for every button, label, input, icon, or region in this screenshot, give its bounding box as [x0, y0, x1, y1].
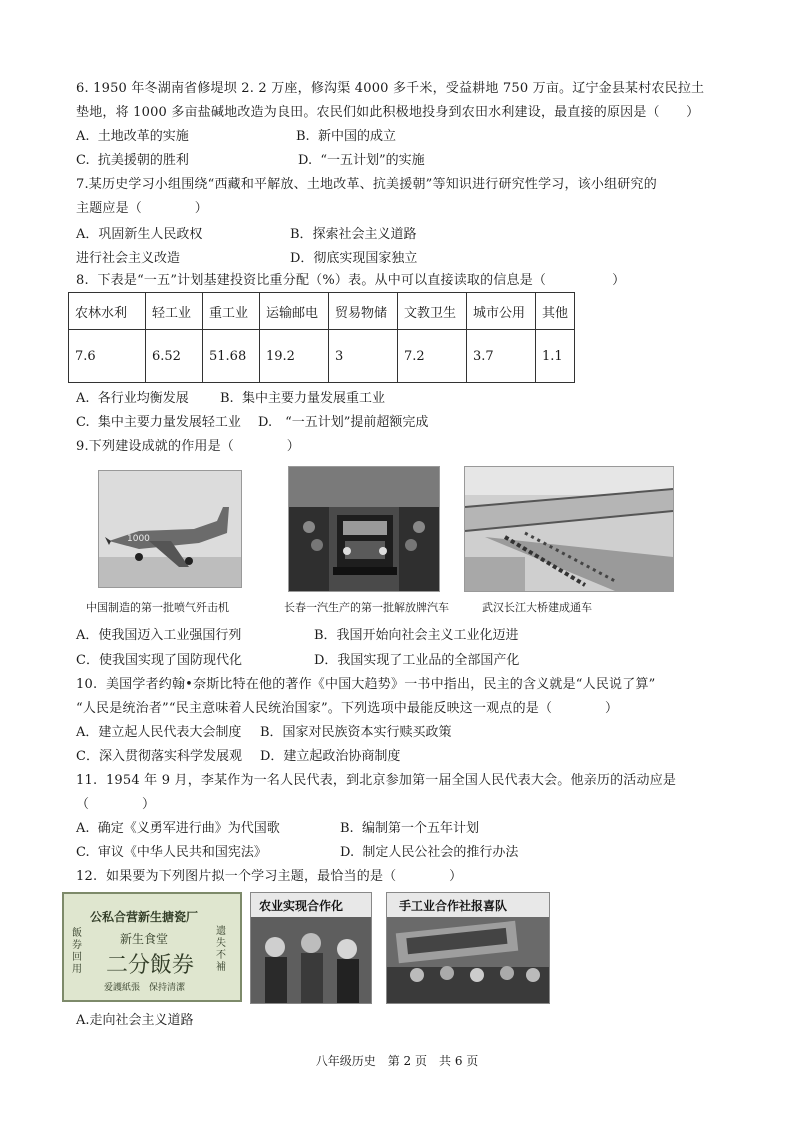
table-cell: 7.6	[69, 330, 146, 383]
ticket-title: 公私合营新生搪瓷厂	[90, 910, 199, 924]
q7-option-b: B．探索社会主义道路	[290, 227, 417, 242]
page-footer: 八年级历史 第 2 页 共 6 页	[315, 1054, 479, 1068]
handicraft-cooperative-photo	[387, 917, 549, 1003]
q8-option-d: D. “一五计划”提前超额完成	[258, 415, 429, 430]
table-row	[69, 330, 575, 383]
table-cell: 1.1	[536, 330, 575, 383]
truck-caption: 长春一汽生产的第一批解放牌汽车	[284, 601, 449, 614]
ticket-subtitle: 新生食堂	[120, 932, 169, 946]
q8-option-b: B. 集中主要力量发展重工业	[220, 391, 385, 406]
ticket-right-text: 遗失不補	[216, 926, 226, 973]
q9-option-b: B．我国开始向社会主义工业化迈进	[314, 628, 519, 643]
q6-option-b: B. 新中国的成立	[296, 129, 396, 144]
q7-option-c: 进行社会主义改造	[76, 251, 181, 266]
table-cell: 3	[329, 330, 398, 383]
table-header-cell: 城市公用	[467, 293, 536, 330]
ticket-bottom-text: 爱護紙張 保持清潔	[104, 983, 186, 993]
agriculture-cooperative-image	[250, 892, 372, 1004]
bridge-caption: 武汉长江大桥建成通车	[482, 601, 592, 614]
handicraft-cooperative-title: 手工业合作社报喜队	[399, 899, 508, 913]
table-cell: 3.7	[467, 330, 536, 383]
table-cell: 7.2	[398, 330, 467, 383]
q10-stem-line2: “人民是统治者”“民主意味着人民统治国家”。下列选项中最能反映这一观点的是（ ）	[76, 701, 619, 716]
table-header-row	[69, 293, 575, 330]
q8-stem: 8. 下表是“一五”计划基建投资比重分配（%）表。从中可以直接读取的信息是（ ）	[76, 273, 626, 288]
q10-option-b: B．国家对民族资本实行赎买政策	[260, 725, 452, 740]
table-header-cell: 文教卫生	[398, 293, 467, 330]
bridge-image	[465, 467, 673, 591]
table-header-cell: 重工业	[203, 293, 260, 330]
handicraft-cooperative-image	[386, 892, 550, 1004]
q10-option-a: A．建立起人民代表大会制度	[76, 725, 242, 740]
table-header-cell: 运输邮电	[260, 293, 329, 330]
bridge-photo	[464, 466, 674, 592]
table-cell: 19.2	[260, 330, 329, 383]
q6-stem-line2: 垫地，将 1000 多亩盐碱地改造为良田。农民们如此积极地投身到农田水利建设，最直接的原因是（ ）	[76, 105, 700, 120]
q10-option-c: C．深入贯彻落实科学发展观	[76, 749, 242, 764]
q6-stem-line1: 6. 1950 年冬湖南省修堤坝 2. 2 万座，修沟渠 4000 多千米，受益耕地 750 万亩。辽宁金县某村农民拉土	[76, 81, 705, 96]
investment-table	[68, 292, 575, 383]
jet-fighter-image	[99, 471, 241, 587]
table-header-cell: 轻工业	[146, 293, 203, 330]
jet-fighter-caption: 中国制造的第一批喷气歼击机	[86, 601, 229, 614]
table-header-cell: 其他	[536, 293, 575, 330]
q7-option-a: A．巩固新生人民政权	[76, 227, 203, 242]
q11-option-b: B. 编制第一个五年计划	[340, 821, 479, 836]
q7-option-d: D．彻底实现国家独立	[290, 251, 418, 266]
q8-option-c: C. 集中主要力量发展轻工业	[76, 415, 241, 430]
ticket-left-text: 飯券 回用	[72, 928, 82, 975]
q9-option-d: D．我国实现了工业品的全部国产化	[314, 653, 520, 668]
table-header-cell: 农林水利	[69, 293, 146, 330]
agriculture-cooperative-photo	[251, 917, 371, 1003]
q11-option-a: A. 确定《义勇军进行曲》为代国歌	[76, 821, 280, 836]
q11-option-d: D. 制定人民公社会的推行办法	[340, 845, 519, 860]
q10-stem-line1: 10. 美国学者约翰•奈斯比特在他的著作《中国大趋势》一书中指出，民主的含义就是“人民说了算”	[76, 677, 656, 692]
q7-stem-line2: 主题应是（ ）	[76, 201, 209, 216]
q9-stem: 9.下列建设成就的作用是（ ）	[76, 439, 301, 454]
q9-option-a: A．使我国迈入工业强国行列	[76, 628, 242, 643]
meal-ticket-image	[62, 892, 242, 1002]
q6-option-c: C. 抗美援朝的胜利	[76, 153, 189, 168]
q7-stem-line1: 7.某历史学习小组围绕“西藏和平解放、土地改革、抗美援朝”等知识进行研究性学习，该小组研究的	[76, 177, 657, 192]
ticket-main-text: 二分飯券	[106, 953, 195, 978]
q8-option-a: A. 各行业均衡发展	[76, 391, 189, 406]
svg-text:1000: 1000	[127, 534, 150, 544]
q12-stem: 12. 如果要为下列图片拟一个学习主题，最恰当的是（ ）	[76, 869, 463, 884]
jet-fighter-photo	[98, 470, 242, 588]
q12-option-a: A.走向社会主义道路	[76, 1013, 194, 1028]
table-header-cell: 贸易物储	[329, 293, 398, 330]
q9-option-c: C．使我国实现了国防现代化	[76, 653, 242, 668]
truck-photo	[288, 466, 440, 592]
table-cell: 51.68	[203, 330, 260, 383]
q6-option-d: D. “一五计划”的实施	[298, 153, 425, 168]
truck-image	[289, 467, 439, 591]
q11-stem-line1: 11. 1954 年 9 月，李某作为一名人民代表，到北京参加第一届全国人民代表大会。他亲历的活动应是	[76, 773, 677, 788]
agriculture-cooperative-title: 农业实现合作化	[259, 899, 344, 913]
q10-option-d: D．建立起政治协商制度	[260, 749, 401, 764]
q11-option-c: C. 审议《中华人民共和国宪法》	[76, 845, 267, 860]
table-cell: 6.52	[146, 330, 203, 383]
q11-stem-line2: （ ）	[76, 797, 156, 812]
q6-option-a: A. 土地改革的实施	[76, 129, 189, 144]
